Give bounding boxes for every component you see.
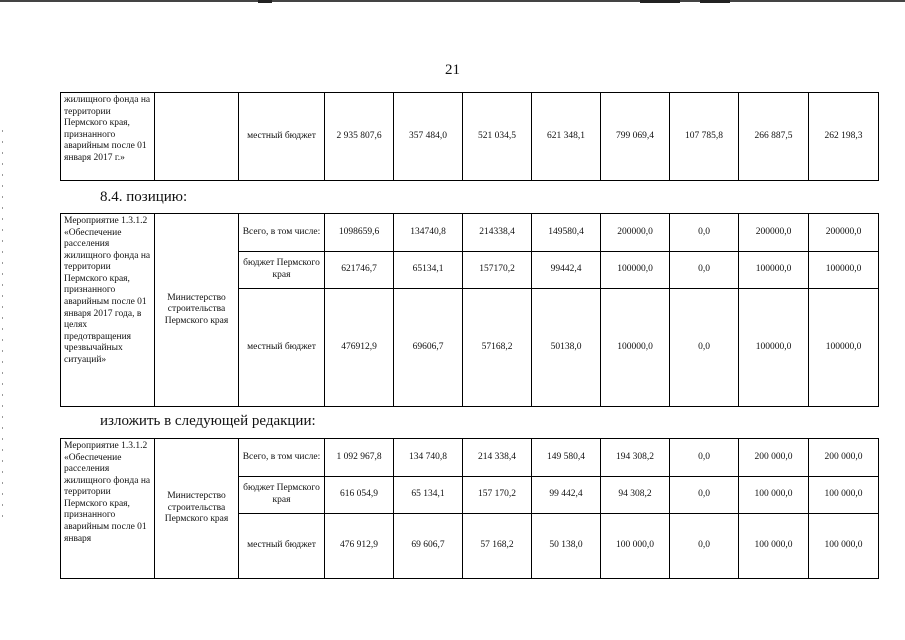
table-old-position xyxy=(60,213,879,407)
ministry-cell xyxy=(155,93,239,181)
section-heading: изложить в следующей редакции: xyxy=(100,413,316,429)
value-cell: 262 198,3 xyxy=(809,93,879,181)
value-cell: 100000,0 xyxy=(601,252,670,289)
value-cell: 100 000,0 xyxy=(739,477,809,514)
value-cell: 65 134,1 xyxy=(394,477,463,514)
value-cell: 157 170,2 xyxy=(463,477,532,514)
value-cell: 149 580,4 xyxy=(532,439,601,477)
value-cell: 0,0 xyxy=(670,514,739,579)
value-cell: 99 442,4 xyxy=(532,477,601,514)
value-cell: 100 000,0 xyxy=(809,514,879,579)
value-cell: 0,0 xyxy=(670,439,739,477)
scan-mark xyxy=(640,0,680,3)
value-cell: 799 069,4 xyxy=(601,93,670,181)
value-cell: 214 338,4 xyxy=(463,439,532,477)
value-cell: 100 000,0 xyxy=(739,514,809,579)
binding-holes xyxy=(2,130,4,526)
value-cell: 157170,2 xyxy=(463,252,532,289)
value-cell: 134 740,8 xyxy=(394,439,463,477)
value-cell: 1 092 967,8 xyxy=(325,439,394,477)
section-heading: 8.4. позицию: xyxy=(100,189,188,205)
value-cell: 616 054,9 xyxy=(325,477,394,514)
funding-source-cell: местный бюджет xyxy=(239,514,325,579)
value-cell: 214338,4 xyxy=(463,214,532,252)
value-cell: 200000,0 xyxy=(601,214,670,252)
table-continuation xyxy=(60,92,879,181)
ministry-cell: Министерство строительства Пермского края xyxy=(155,439,239,579)
value-cell: 621746,7 xyxy=(325,252,394,289)
value-cell: 2 935 807,6 xyxy=(325,93,394,181)
measure-name-cell: Мероприятие 1.3.1.2 «Обеспечение расселения жилищного фонда на территории Пермского края, признанного аварийным после 01 января 2017 года, в целях предотвращения чрезвычайных ситуаций» xyxy=(61,214,155,407)
value-cell: 357 484,0 xyxy=(394,93,463,181)
value-cell: 57 168,2 xyxy=(463,514,532,579)
value-cell: 100 000,0 xyxy=(601,514,670,579)
scan-mark xyxy=(258,0,272,3)
ministry-cell: Министерство строительства Пермского края xyxy=(155,214,239,407)
measure-name-cell: Мероприятие 1.3.1.2 «Обеспечение расселения жилищного фонда на территории Пермского края, признанного аварийным после 01 января xyxy=(61,439,155,579)
value-cell: 50138,0 xyxy=(532,289,601,407)
value-cell: 0,0 xyxy=(670,214,739,252)
value-cell: 57168,2 xyxy=(463,289,532,407)
value-cell: 100000,0 xyxy=(739,252,809,289)
funding-source-cell: бюджет Пермского края xyxy=(239,252,325,289)
value-cell: 0,0 xyxy=(670,477,739,514)
value-cell: 107 785,8 xyxy=(670,93,739,181)
value-cell: 200000,0 xyxy=(809,214,879,252)
value-cell: 100000,0 xyxy=(809,289,879,407)
value-cell: 149580,4 xyxy=(532,214,601,252)
page-number: 21 xyxy=(445,62,460,78)
value-cell: 266 887,5 xyxy=(739,93,809,181)
value-cell: 521 034,5 xyxy=(463,93,532,181)
measure-name-cell: жилищного фонда на территории Пермского края, признанного аварийным после 01 января 2017 г.» xyxy=(61,93,155,181)
value-cell: 69606,7 xyxy=(394,289,463,407)
value-cell: 99442,4 xyxy=(532,252,601,289)
value-cell: 1098659,6 xyxy=(325,214,394,252)
value-cell: 100000,0 xyxy=(601,289,670,407)
value-cell: 200 000,0 xyxy=(809,439,879,477)
value-cell: 0,0 xyxy=(670,252,739,289)
value-cell: 134740,8 xyxy=(394,214,463,252)
value-cell: 476912,9 xyxy=(325,289,394,407)
value-cell: 476 912,9 xyxy=(325,514,394,579)
funding-source-cell: Всего, в том числе: xyxy=(239,214,325,252)
value-cell: 100 000,0 xyxy=(809,477,879,514)
table-row xyxy=(61,214,879,252)
value-cell: 0,0 xyxy=(670,289,739,407)
top-border-line xyxy=(0,0,905,2)
value-cell: 100000,0 xyxy=(809,252,879,289)
table-row xyxy=(61,439,879,477)
value-cell: 621 348,1 xyxy=(532,93,601,181)
table-new-edition xyxy=(60,438,879,579)
value-cell: 50 138,0 xyxy=(532,514,601,579)
funding-source-cell: бюджет Пермского края xyxy=(239,477,325,514)
table-row xyxy=(61,93,879,181)
value-cell: 194 308,2 xyxy=(601,439,670,477)
value-cell: 200000,0 xyxy=(739,214,809,252)
funding-source-cell: местный бюджет xyxy=(239,93,325,181)
value-cell: 200 000,0 xyxy=(739,439,809,477)
funding-source-cell: Всего, в том числе: xyxy=(239,439,325,477)
value-cell: 65134,1 xyxy=(394,252,463,289)
scan-mark xyxy=(700,0,730,3)
value-cell: 69 606,7 xyxy=(394,514,463,579)
value-cell: 100000,0 xyxy=(739,289,809,407)
funding-source-cell: местный бюджет xyxy=(239,289,325,407)
value-cell: 94 308,2 xyxy=(601,477,670,514)
